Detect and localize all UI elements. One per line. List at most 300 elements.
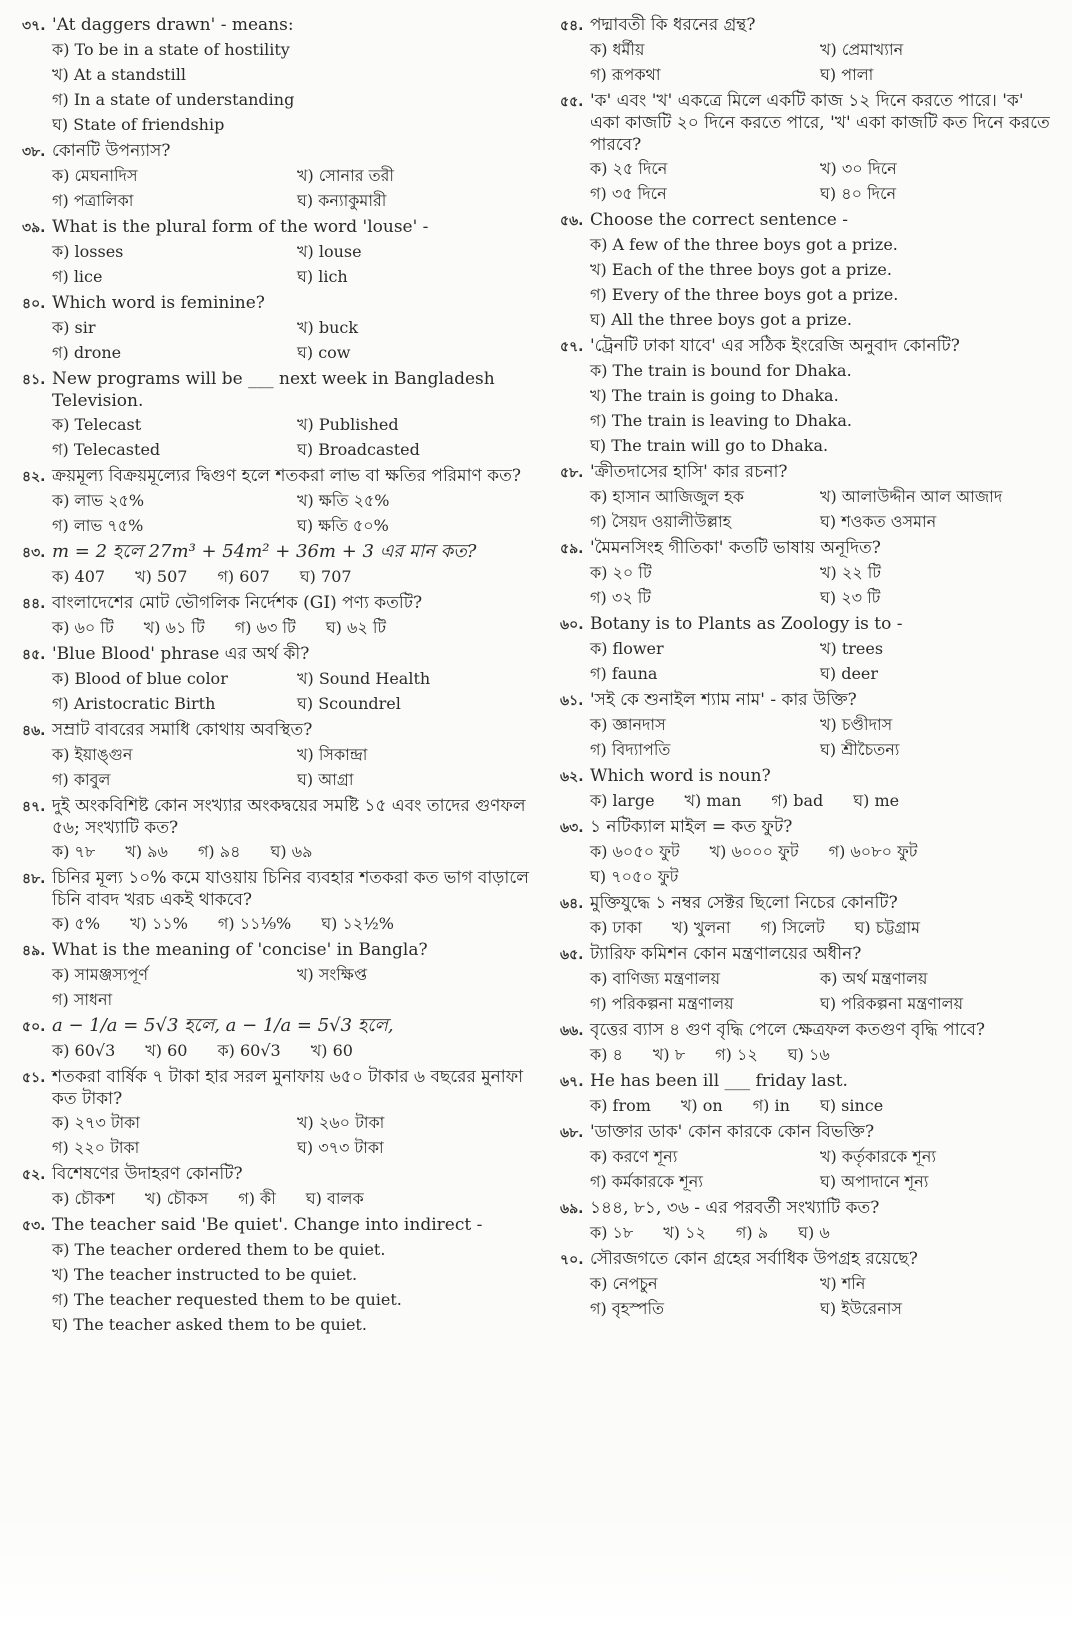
answer-option: গ) 607	[217, 567, 270, 586]
question-text: Which word is noun?	[590, 766, 771, 786]
question-text: Choose the correct sentence -	[590, 210, 848, 230]
answer-option: ঘ) lich	[297, 267, 348, 286]
option-list	[560, 966, 1050, 1016]
answer-option: ঘ) ৭০৫০ ফুট	[590, 867, 679, 886]
question	[22, 292, 542, 365]
answer-option: ক) ৭৮	[52, 842, 96, 861]
answer-option: ঘ) since	[819, 1096, 884, 1115]
question-text: 'সই কে শুনাইল শ্যাম নাম' - কার উক্তি?	[590, 690, 857, 710]
question-text: মুক্তিযুদ্ধে ১ নম্বর সেক্টর ছিলো নিচের কোনটি?	[590, 893, 898, 913]
answer-option: খ) ৩০ দিনে	[820, 159, 897, 178]
question-text: a − 1/a = 5√3 হলে, a − 1/a = 5√3 হলে,	[52, 1015, 394, 1036]
option-list	[560, 560, 1050, 610]
question	[560, 892, 1050, 940]
answer-option: গ) ৩৫ দিনে	[590, 184, 667, 203]
answer-option: ঘ) শওকত ওসমান	[820, 512, 937, 531]
question	[560, 1248, 1050, 1321]
answer-option: ক) ধর্মীয়	[590, 40, 645, 59]
option-list	[560, 1271, 1050, 1321]
answer-option: খ) trees	[820, 639, 884, 658]
question-number: ৪৬.	[22, 723, 46, 739]
answer-option: গ) পরিকল্পনা মন্ত্রণালয়	[590, 994, 734, 1013]
option-list	[560, 1144, 1050, 1194]
answer-option: গ) Telecasted	[52, 440, 161, 459]
question-number: ৩৭.	[22, 18, 46, 34]
option-list	[22, 911, 542, 936]
question-text: চিনির মূল্য ১০% কমে যাওয়ায় চিনির ব্যবহার শতকরা কত ভাগ বাড়ালে চিনি বাবদ খরচ একই থাকবে?	[52, 868, 529, 910]
question-line	[22, 541, 542, 564]
answer-option: ক) large	[590, 791, 655, 810]
question-number: ৫৩.	[22, 1218, 46, 1234]
answer-option: গ) কী	[238, 1189, 276, 1208]
answer-option: ক) সামঞ্জস্যপূর্ণ	[52, 965, 149, 984]
option-list	[22, 1110, 542, 1160]
answer-option: ক) জ্ঞানদাস	[590, 715, 666, 734]
columns	[22, 14, 1054, 1628]
question-number: ৩৯.	[22, 220, 46, 236]
question-text: ট্যারিফ কমিশন কোন মন্ত্রণালয়ের অধীন?	[590, 944, 862, 964]
answer-option: গ) ৬৩ টি	[234, 618, 296, 637]
option-list	[22, 239, 542, 289]
question-text: m = 2 হলে 27m³ + 54m² + 36m + 3 এর মান কত?	[52, 541, 477, 562]
question-line	[22, 1163, 542, 1186]
answer-option: ক) চৌকশ	[52, 1189, 115, 1208]
option-list	[22, 412, 542, 462]
answer-option: ক) ২৫ দিনে	[590, 159, 668, 178]
question	[22, 592, 542, 640]
answer-option: গ) সিলেট	[760, 918, 825, 937]
option-list	[560, 37, 1050, 87]
question-number: ৬১.	[560, 693, 584, 709]
option-list	[560, 712, 1050, 762]
answer-option: ক) ৫%	[52, 914, 101, 933]
answer-option: গ) ৯৪	[197, 842, 241, 861]
option-list	[560, 636, 1050, 686]
question-line	[560, 892, 1050, 915]
option-list	[22, 962, 542, 1012]
answer-option: গ) কাবুল	[52, 770, 111, 789]
question-number: ৬৪.	[560, 896, 584, 912]
question-text: সৌরজগতে কোন গ্রহের সর্বাধিক উপগ্রহ রয়েছে?	[590, 1249, 918, 1269]
question-line	[22, 795, 542, 839]
answer-option: ঘ) ৪০ দিনে	[820, 184, 897, 203]
answer-option: খ) ২৬০ টাকা	[297, 1113, 385, 1132]
question-line	[22, 643, 542, 666]
question	[560, 209, 1050, 332]
answer-option: ঘ) কন্যাকুমারী	[297, 191, 387, 210]
question-number: ৬৬.	[560, 1023, 584, 1039]
question-line	[22, 292, 542, 315]
question-number: ৬৩.	[560, 820, 584, 836]
answer-option: গ) কর্মকারকে শূন্য	[590, 1172, 703, 1191]
question	[22, 465, 542, 538]
option-list	[22, 163, 542, 213]
option-list	[22, 1237, 542, 1337]
question	[560, 943, 1050, 1016]
question-number: ৫২.	[22, 1167, 46, 1183]
answer-option: খ) 507	[135, 567, 188, 586]
question	[22, 368, 542, 462]
question-number: ৫৭.	[560, 339, 584, 355]
question-number: ৬০.	[560, 617, 584, 633]
answer-option: ঘ) আগ্রা	[297, 770, 354, 789]
question-number: ৫৬.	[560, 213, 584, 229]
answer-option: খ) 60	[145, 1041, 188, 1060]
question-text: The teacher said 'Be quiet'. Change into indirect -	[52, 1215, 483, 1235]
question-line	[560, 613, 1050, 636]
question-line	[22, 216, 542, 239]
answer-option: খ) চৌকস	[144, 1189, 209, 1208]
answer-option: ক) 407	[52, 567, 106, 586]
answer-option: খ) শনি	[820, 1274, 866, 1293]
answer-option: ক) নেপচুন	[590, 1274, 658, 1293]
question	[22, 541, 542, 589]
answer-option: গ) লাভ ৭৫%	[52, 516, 144, 535]
question-number: ৭০.	[560, 1252, 584, 1268]
answer-option: ক) losses	[52, 242, 124, 261]
question-line	[22, 867, 542, 911]
answer-option: গ) fauna	[590, 664, 658, 683]
answer-option: গ) বৃহস্পতি	[590, 1299, 665, 1318]
option-list	[560, 788, 1050, 813]
question-number: ৪১.	[22, 372, 46, 388]
option-list	[560, 1093, 1050, 1118]
answer-option: খ) on	[680, 1096, 723, 1115]
answer-option: ক) ২০ টি	[590, 563, 652, 582]
question-text: Which word is feminine?	[52, 293, 265, 313]
answer-option: ক) The train is bound for Dhaka.	[590, 361, 852, 380]
question-line	[560, 1197, 1050, 1220]
question	[560, 765, 1050, 813]
question-number: ৩৮.	[22, 144, 46, 160]
question-text: 'মৈমনসিংহ গীতিকা' কতটি ভাষায় অনূদিত?	[590, 538, 881, 558]
answer-option: খ) ৯৬	[125, 842, 168, 861]
question-text: সম্রাট বাবরের সমাধি কোথায় অবস্থিত?	[52, 720, 313, 740]
question	[22, 1214, 542, 1337]
question-number: ৫৮.	[560, 465, 584, 481]
question-line	[560, 1248, 1050, 1271]
answer-option: ক) হাসান আজিজুল হক	[590, 487, 744, 506]
answer-option: ঘ) ২৩ টি	[820, 588, 881, 607]
question	[22, 939, 542, 1012]
option-list	[560, 1220, 1050, 1245]
answer-option: ক) ৪	[590, 1045, 623, 1064]
option-list	[22, 742, 542, 792]
answer-option: খ) ৬১ টি	[143, 618, 205, 637]
question-line	[560, 689, 1050, 712]
question-text: বিশেষণের উদাহরণ কোনটি?	[52, 1164, 243, 1184]
question-line	[560, 1019, 1050, 1042]
answer-option: খ) man	[684, 791, 742, 810]
answer-option: খ) সংক্ষিপ্ত	[297, 965, 367, 984]
question-line	[22, 465, 542, 488]
question-number: ৪৯.	[22, 943, 46, 959]
answer-option: ঘ) ৬৯	[270, 842, 313, 861]
answer-option: ক) মেঘনাদিস	[52, 166, 138, 185]
answer-option: ক) To be in a state of hostility	[52, 40, 290, 59]
question-text: Botany is to Plants as Zoology is to -	[590, 614, 903, 634]
answer-option: ক) করণে শূন্য	[590, 1147, 678, 1166]
question-text: He has been ill ___ friday last.	[590, 1071, 848, 1091]
answer-option: গ) রূপকথা	[590, 65, 661, 84]
question	[560, 335, 1050, 458]
question	[560, 1070, 1050, 1118]
question-line	[560, 90, 1050, 156]
answer-option: গ) ৩২ টি	[590, 588, 652, 607]
answer-option: ঘ) ১২½%	[321, 914, 394, 933]
answer-option: খ) খুলনা	[672, 918, 731, 937]
question-text: 'ক' এবং 'খ' একত্রে মিলে একটি কাজ ১২ দিনে করতে পারে। 'ক' একা কাজটি ২০ দিনে করতে পারে, 'খ' একা কাজটি কত দিনে করতে পারবে?	[590, 91, 1050, 155]
answer-option: ঘ) Scoundrel	[297, 694, 401, 713]
answer-option: গ) ১২	[715, 1045, 758, 1064]
answer-option: ক) The teacher ordered them to be quiet.	[52, 1240, 386, 1259]
option-list	[22, 666, 542, 716]
answer-option: গ) ২২০ টাকা	[52, 1138, 140, 1157]
answer-option: গ) In a state of understanding	[52, 90, 295, 109]
option-list	[22, 1186, 542, 1211]
option-list	[22, 564, 542, 589]
question	[560, 1019, 1050, 1067]
answer-option: ক) 60√3	[217, 1041, 281, 1060]
question-number: ৬৯.	[560, 1201, 584, 1217]
option-list	[560, 156, 1050, 206]
answer-option: খ) প্রেমাখ্যান	[820, 40, 904, 59]
question-text: ১ নটিক্যাল মাইল = কত ফুট?	[590, 817, 793, 837]
question-line	[22, 1214, 542, 1237]
question-number: ৬৮.	[560, 1125, 584, 1141]
answer-option: গ) The train is leaving to Dhaka.	[590, 411, 852, 430]
answer-option: গ) ৯	[735, 1223, 769, 1242]
question-number: ৬৫.	[560, 947, 584, 963]
answer-option: ঘ) ১৬	[787, 1045, 830, 1064]
answer-option: খ) The train is going to Dhaka.	[590, 386, 839, 405]
question-text: 'ডাক্তার ডাক' কোন কারকে কোন বিভক্তি?	[590, 1122, 875, 1142]
answer-option: ক) ইয়াঙ্গুন	[52, 745, 133, 764]
question-text: What is the plural form of the word 'louse' -	[52, 217, 429, 237]
question-number: ৪৩.	[22, 545, 46, 561]
question-text: What is the meaning of 'concise' in Bangla?	[52, 940, 428, 960]
option-list	[560, 839, 1050, 889]
answer-option: খ) সোনার তরী	[297, 166, 394, 185]
question-number: ৪৮.	[22, 871, 46, 887]
left-column	[22, 14, 542, 1628]
answer-option: গ) drone	[52, 343, 122, 362]
answer-option: খ) Sound Health	[297, 669, 431, 688]
question	[22, 719, 542, 792]
answer-option: খ) buck	[297, 318, 359, 337]
answer-option: ঘ) ৩৭৩ টাকা	[297, 1138, 384, 1157]
answer-option: খ) 60	[310, 1041, 353, 1060]
question-number: ৬৭.	[560, 1074, 584, 1090]
answer-option: ঘ) State of friendship	[52, 115, 225, 134]
answer-option: ক) ঢাকা	[590, 918, 643, 937]
question-line	[22, 1015, 542, 1038]
question-line	[22, 1066, 542, 1110]
option-list	[22, 37, 542, 137]
answer-option: ঘ) ৬	[798, 1223, 830, 1242]
question-line	[560, 537, 1050, 560]
question	[560, 1121, 1050, 1194]
answer-option: গ) বিদ্যাপতি	[590, 740, 671, 759]
question	[22, 795, 542, 864]
option-list	[22, 488, 542, 538]
question-text: বাংলাদেশের মোট ভৌগলিক নির্দেশক (GI) পণ্য কতটি?	[52, 593, 423, 613]
answer-option: গ) পত্রালিকা	[52, 191, 134, 210]
answer-option: ক) sir	[52, 318, 96, 337]
answer-option: ক) 60√3	[52, 1041, 116, 1060]
answer-option: ক) from	[590, 1096, 651, 1115]
answer-option: ঘ) cow	[297, 343, 351, 362]
answer-option: ঘ) Broadcasted	[297, 440, 420, 459]
question-number: ৪৪.	[22, 596, 46, 612]
answer-option: খ) ২২ টি	[820, 563, 882, 582]
option-list	[22, 839, 542, 864]
answer-option: খ) Published	[297, 415, 399, 434]
question	[560, 90, 1050, 206]
question-line	[560, 461, 1050, 484]
answer-option: গ) bad	[771, 791, 824, 810]
question-number: ৪২.	[22, 469, 46, 485]
answer-option: গ) সাধনা	[52, 990, 113, 1009]
question-number: ৪৫.	[22, 647, 46, 663]
answer-option: খ) louse	[297, 242, 362, 261]
question	[22, 14, 542, 137]
question-text: 'At daggers drawn' - means:	[52, 15, 294, 35]
answer-option: ক) অর্থ মন্ত্রণালয়	[820, 969, 928, 988]
answer-option: ক) flower	[590, 639, 664, 658]
answer-option: ঘ) me	[853, 791, 900, 810]
answer-option: খ) ১১%	[130, 914, 188, 933]
answer-option: ঘ) 707	[299, 567, 352, 586]
answer-option: ঘ) ৬২ টি	[325, 618, 387, 637]
answer-option: ক) A few of the three boys got a prize.	[590, 235, 898, 254]
question-text: শতকরা বার্ষিক ৭ টাকা হার সরল মুনাফায় ৬৫০ টাকার ৬ বছরের মুনাফা কত টাকা?	[52, 1067, 524, 1109]
option-list	[22, 1038, 542, 1063]
answer-option: ঘ) deer	[820, 664, 879, 683]
answer-option: ঘ) বালক	[305, 1189, 364, 1208]
answer-option: খ) The teacher instructed to be quiet.	[52, 1265, 358, 1284]
question-line	[22, 939, 542, 962]
answer-option: খ) চণ্ডীদাস	[820, 715, 893, 734]
answer-option: গ) lice	[52, 267, 103, 286]
answer-option: ঘ) পরিকল্পনা মন্ত্রণালয়	[820, 994, 963, 1013]
answer-option: ঘ) ক্ষতি ৫০%	[297, 516, 389, 535]
question-line	[22, 14, 542, 37]
question-line	[560, 1121, 1050, 1144]
question	[560, 689, 1050, 762]
answer-option: খ) ক্ষতি ২৫%	[297, 491, 390, 510]
answer-option: গ) Every of the three boys got a prize.	[590, 285, 899, 304]
answer-option: গ) The teacher requested them to be quiet.	[52, 1290, 402, 1309]
answer-option: ক) বাণিজ্য মন্ত্রণালয়	[590, 969, 721, 988]
question-line	[560, 765, 1050, 788]
answer-option: গ) ৬০৮০ ফুট	[828, 842, 918, 861]
answer-option: ঘ) পালা	[820, 65, 874, 84]
question	[22, 1066, 542, 1160]
question-text: New programs will be ___ next week in Bangladesh Television.	[52, 369, 495, 411]
question-number: ৫৪.	[560, 18, 584, 34]
question-number: ৫৯.	[560, 541, 584, 557]
question	[560, 461, 1050, 534]
question-text: কোনটি উপন্যাস?	[52, 141, 171, 161]
answer-option: ক) Blood of blue color	[52, 669, 228, 688]
question	[22, 867, 542, 936]
right-column	[560, 14, 1050, 1628]
question-line	[560, 943, 1050, 966]
answer-option: ঘ) All the three boys got a prize.	[590, 310, 853, 329]
question	[22, 216, 542, 289]
answer-option: ঘ) শ্রীচৈতন্য	[820, 740, 900, 759]
answer-option: ঘ) চট্টগ্রাম	[854, 918, 920, 937]
answer-option: ক) ৬০৫০ ফুট	[590, 842, 680, 861]
answer-option: ক) ২৭৩ টাকা	[52, 1113, 141, 1132]
question-number: ৪৭.	[22, 799, 46, 815]
question-number: ৬২.	[560, 769, 584, 785]
question-number: ৫০.	[22, 1019, 46, 1035]
question	[22, 1163, 542, 1211]
question-text: ক্রয়মূল্য বিক্রয়মূল্যের দ্বিগুণ হলে শতকরা লাভ বা ক্ষতির পরিমাণ কত?	[52, 466, 521, 486]
question-line	[560, 816, 1050, 839]
question-number: ৫৫.	[560, 94, 584, 110]
answer-option: ক) ৬০ টি	[52, 618, 114, 637]
answer-option: গ) ১১⅑%	[217, 914, 292, 933]
question-line	[22, 592, 542, 615]
answer-option: ঘ) ইউরেনাস	[820, 1299, 902, 1318]
question	[22, 140, 542, 213]
question	[560, 816, 1050, 889]
answer-option: ঘ) অপাদানে শূন্য	[820, 1172, 929, 1191]
answer-option: ক) লাভ ২৫%	[52, 491, 145, 510]
option-list	[22, 615, 542, 640]
question-number: ৫১.	[22, 1070, 46, 1086]
answer-option: খ) ৮	[652, 1045, 686, 1064]
option-list	[22, 315, 542, 365]
option-list	[560, 915, 1050, 940]
question-line	[22, 140, 542, 163]
answer-option	[297, 987, 542, 1012]
option-list	[560, 232, 1050, 332]
question	[22, 1015, 542, 1063]
question-line	[22, 368, 542, 412]
question	[560, 537, 1050, 610]
question	[560, 14, 1050, 87]
question-text: বৃত্তের ব্যাস ৪ গুণ বৃদ্ধি পেলে ক্ষেত্রফল কতগুণ বৃদ্ধি পাবে?	[590, 1020, 986, 1040]
question-line	[560, 209, 1050, 232]
option-list	[560, 358, 1050, 458]
question	[560, 1197, 1050, 1245]
answer-option: গ) সৈয়দ ওয়ালীউল্লাহ	[590, 512, 732, 531]
answer-option: গ) Aristocratic Birth	[52, 694, 216, 713]
question-text: 'ক্রীতদাসের হাসি' কার রচনা?	[590, 462, 788, 482]
answer-option: গ) in	[752, 1096, 790, 1115]
option-list	[560, 484, 1050, 534]
question	[560, 613, 1050, 686]
question-text: 'Blue Blood' phrase এর অর্থ কী?	[52, 644, 310, 664]
answer-option: খ) কর্তৃকারকে শূন্য	[820, 1147, 937, 1166]
question-text: পদ্মাবতী কি ধরনের গ্রন্থ?	[590, 15, 756, 35]
answer-option: খ) At a standstill	[52, 65, 186, 84]
question	[22, 643, 542, 716]
question-line	[560, 14, 1050, 37]
question-text: 'ট্রেনটি ঢাকা যাবে' এর সঠিক ইংরেজি অনুবাদ কোনটি?	[590, 336, 960, 356]
answer-option: খ) সিকান্দ্রা	[297, 745, 368, 764]
answer-option: ঘ) The train will go to Dhaka.	[590, 436, 829, 455]
question-line	[22, 719, 542, 742]
answer-option: খ) আলাউদ্দীন আল আজাদ	[820, 487, 1003, 506]
answer-option: খ) Each of the three boys got a prize.	[590, 260, 892, 279]
answer-option: ক) Telecast	[52, 415, 142, 434]
answer-option: খ) ৬০০০ ফুট	[709, 842, 799, 861]
